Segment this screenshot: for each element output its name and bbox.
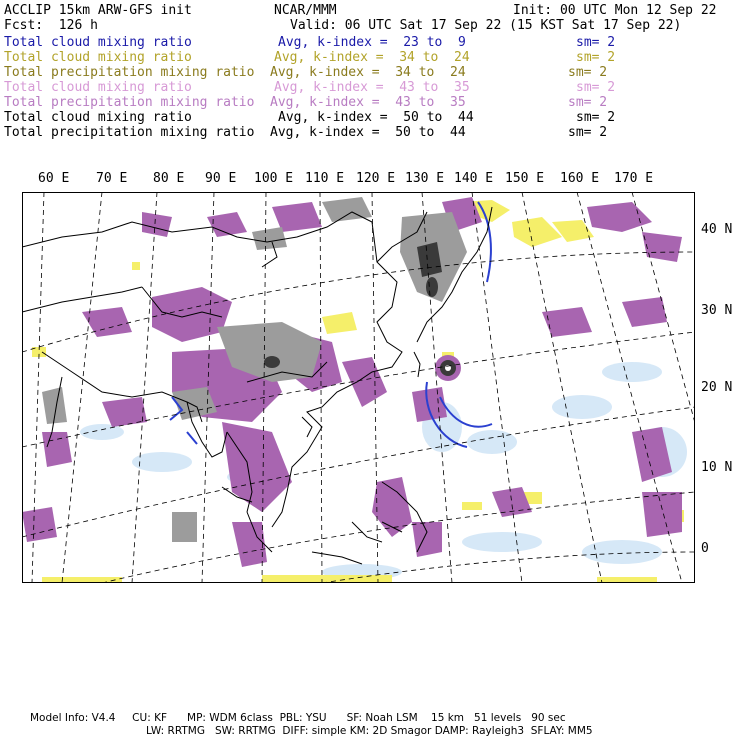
legend-sm: sm= 2 [568,65,608,80]
legend-avg: Avg, k-index = 34 to 24 [270,65,466,80]
legend-field: Total cloud mixing ratio [4,50,192,65]
forecast-map [22,192,695,583]
legend-sm: sm= 2 [576,35,616,50]
lon-label: 110 E [305,171,345,186]
lon-label: 130 E [405,171,445,186]
lat-label: 40 N [701,222,733,237]
legend-avg: Avg, k-index = 43 to 35 [270,95,466,110]
lon-label: 80 E [153,171,185,186]
legend-field: Total precipitation mixing ratio [4,125,255,140]
lon-label: 160 E [560,171,600,186]
lat-label: 0 [701,541,709,556]
legend-field: Total cloud mixing ratio [4,80,192,95]
lon-label: 60 E [38,171,70,186]
legend-sm: sm= 2 [568,125,608,140]
legend-avg: Avg, k-index = 50 to 44 [278,110,474,125]
legend-field: Total cloud mixing ratio [4,110,192,125]
legend-avg: Avg, k-index = 43 to 35 [274,80,470,95]
legend-avg: Avg, k-index = 50 to 44 [270,125,466,140]
lon-label: 100 E [254,171,294,186]
lon-label: 120 E [356,171,396,186]
lon-label: 150 E [505,171,545,186]
valid-time: Valid: 06 UTC Sat 17 Sep 22 (15 KST Sat 17 Sep 22) [290,18,682,33]
model-title: ACCLIP 15km ARW-GFS init [4,3,192,18]
legend-field: Total precipitation mixing ratio [4,95,255,110]
lon-label: 90 E [205,171,237,186]
model-info-line1: Model Info: V4.4 CU: KF MP: WDM 6class PBL: YSU SF: Noah LSM 15 km 51 levels 90 sec [30,712,566,724]
legend-field: Total precipitation mixing ratio [4,65,255,80]
typhoon-marker [435,355,461,381]
legend-sm: sm= 2 [576,50,616,65]
forecast-hour: Fcst: 126 h [4,18,98,33]
lon-label: 140 E [454,171,494,186]
legend-avg: Avg, k-index = 34 to 24 [274,50,470,65]
center-label: NCAR/MMM [274,3,337,18]
legend-avg: Avg, k-index = 23 to 9 [278,35,466,50]
lat-label: 30 N [701,303,733,318]
legend-field: Total cloud mixing ratio [4,35,192,50]
lat-label: 10 N [701,460,733,475]
model-info-line2: LW: RRTMG SW: RRTMG DIFF: simple KM: 2D Smagor DAMP: Rayleigh3 SFLAY: MM5 [146,725,593,737]
lat-label: 20 N [701,380,733,395]
legend-sm: sm= 2 [568,95,608,110]
init-time: Init: 00 UTC Mon 12 Sep 22 [513,3,717,18]
lon-label: 70 E [96,171,128,186]
lon-label: 170 E [614,171,654,186]
legend-sm: sm= 2 [576,80,616,95]
legend-sm: sm= 2 [576,110,616,125]
